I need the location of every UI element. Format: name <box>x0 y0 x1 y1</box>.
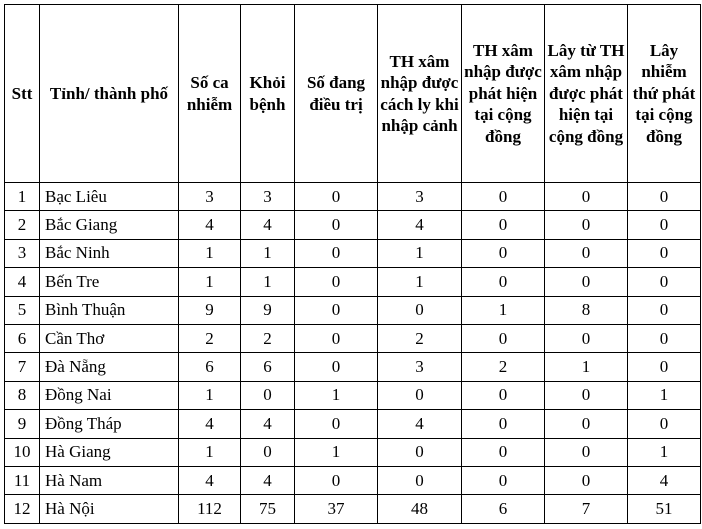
cell-cases: 1 <box>179 268 241 296</box>
table-row <box>5 438 701 466</box>
cell-secondary-community: 0 <box>628 183 701 211</box>
cell-under-treatment: 0 <box>295 296 378 324</box>
cell-province: Bắc Giang <box>40 211 179 239</box>
cell-recovered: 3 <box>241 183 295 211</box>
cell-cases: 4 <box>179 211 241 239</box>
header-imported-community: TH xâm nhập được phát hiện tại cộng đồng <box>462 5 545 183</box>
cell-imported-community: 6 <box>462 495 545 523</box>
table-row <box>5 296 701 324</box>
cell-under-treatment: 0 <box>295 211 378 239</box>
cell-secondary-community: 0 <box>628 268 701 296</box>
header-spread-from-imported: Lây từ TH xâm nhập được phát hiện tại cộng đồng <box>545 5 628 183</box>
cell-imported-community: 0 <box>462 324 545 352</box>
cell-spread-from-imported: 8 <box>545 296 628 324</box>
cell-recovered: 1 <box>241 239 295 267</box>
cell-recovered: 4 <box>241 211 295 239</box>
cell-imported-quarantined: 48 <box>378 495 462 523</box>
table-row <box>5 495 701 523</box>
header-secondary-community: Lây nhiễm thứ phát tại cộng đồng <box>628 5 701 183</box>
cell-province: Bạc Liêu <box>40 183 179 211</box>
cell-province: Hà Nam <box>40 466 179 494</box>
cell-stt: 11 <box>5 466 40 494</box>
cell-imported-community: 2 <box>462 353 545 381</box>
cell-under-treatment: 1 <box>295 381 378 409</box>
cell-cases: 2 <box>179 324 241 352</box>
cell-under-treatment: 0 <box>295 239 378 267</box>
cell-cases: 4 <box>179 410 241 438</box>
header-under-treatment: Số đang điều trị <box>295 5 378 183</box>
cell-imported-community: 1 <box>462 296 545 324</box>
cell-under-treatment: 1 <box>295 438 378 466</box>
cell-recovered: 4 <box>241 410 295 438</box>
cell-spread-from-imported: 0 <box>545 438 628 466</box>
cell-secondary-community: 0 <box>628 324 701 352</box>
cell-secondary-community: 51 <box>628 495 701 523</box>
cell-secondary-community: 0 <box>628 296 701 324</box>
cell-under-treatment: 0 <box>295 268 378 296</box>
cell-recovered: 4 <box>241 466 295 494</box>
cell-stt: 2 <box>5 211 40 239</box>
cell-stt: 1 <box>5 183 40 211</box>
cell-province: Bình Thuận <box>40 296 179 324</box>
cell-under-treatment: 0 <box>295 324 378 352</box>
table-row <box>5 183 701 211</box>
cell-recovered: 2 <box>241 324 295 352</box>
cell-imported-quarantined: 4 <box>378 211 462 239</box>
cell-province: Đồng Tháp <box>40 410 179 438</box>
cell-secondary-community: 0 <box>628 211 701 239</box>
cell-imported-quarantined: 0 <box>378 438 462 466</box>
cell-cases: 1 <box>179 438 241 466</box>
cell-secondary-community: 1 <box>628 381 701 409</box>
cell-secondary-community: 0 <box>628 410 701 438</box>
cell-under-treatment: 37 <box>295 495 378 523</box>
cell-recovered: 75 <box>241 495 295 523</box>
cell-stt: 9 <box>5 410 40 438</box>
cell-imported-community: 0 <box>462 239 545 267</box>
header-province: Tỉnh/ thành phố <box>40 5 179 183</box>
header-row <box>5 5 701 183</box>
cell-recovered: 6 <box>241 353 295 381</box>
cell-recovered: 0 <box>241 438 295 466</box>
cell-imported-community: 0 <box>462 410 545 438</box>
cell-imported-community: 0 <box>462 466 545 494</box>
cell-cases: 4 <box>179 466 241 494</box>
table-row <box>5 410 701 438</box>
table-row <box>5 353 701 381</box>
cell-province: Hà Giang <box>40 438 179 466</box>
table-row <box>5 324 701 352</box>
cell-secondary-community: 0 <box>628 239 701 267</box>
table-row <box>5 268 701 296</box>
cell-imported-quarantined: 3 <box>378 183 462 211</box>
table-row <box>5 466 701 494</box>
header-cases: Số ca nhiễm <box>179 5 241 183</box>
cell-spread-from-imported: 0 <box>545 324 628 352</box>
cell-secondary-community: 0 <box>628 353 701 381</box>
cell-imported-quarantined: 0 <box>378 296 462 324</box>
cell-recovered: 0 <box>241 381 295 409</box>
cell-imported-quarantined: 0 <box>378 381 462 409</box>
cell-imported-community: 0 <box>462 381 545 409</box>
cell-recovered: 1 <box>241 268 295 296</box>
cell-cases: 112 <box>179 495 241 523</box>
cell-province: Bến Tre <box>40 268 179 296</box>
cell-spread-from-imported: 0 <box>545 268 628 296</box>
cell-stt: 4 <box>5 268 40 296</box>
cell-under-treatment: 0 <box>295 183 378 211</box>
table-row <box>5 239 701 267</box>
cell-secondary-community: 4 <box>628 466 701 494</box>
table-row <box>5 381 701 409</box>
cell-stt: 5 <box>5 296 40 324</box>
covid-cases-table <box>4 4 701 524</box>
cell-cases: 6 <box>179 353 241 381</box>
cell-spread-from-imported: 0 <box>545 410 628 438</box>
cell-imported-community: 0 <box>462 268 545 296</box>
cell-imported-community: 0 <box>462 438 545 466</box>
cell-cases: 1 <box>179 239 241 267</box>
cell-spread-from-imported: 0 <box>545 466 628 494</box>
cell-cases: 1 <box>179 381 241 409</box>
header-imported-quarantined: TH xâm nhập được cách ly khi nhập cảnh <box>378 5 462 183</box>
cell-province: Cần Thơ <box>40 324 179 352</box>
cell-stt: 6 <box>5 324 40 352</box>
cell-cases: 3 <box>179 183 241 211</box>
cell-imported-quarantined: 0 <box>378 466 462 494</box>
header-stt: Stt <box>5 5 40 183</box>
cell-spread-from-imported: 0 <box>545 381 628 409</box>
cell-stt: 3 <box>5 239 40 267</box>
cell-imported-quarantined: 2 <box>378 324 462 352</box>
cell-under-treatment: 0 <box>295 410 378 438</box>
cell-province: Bắc Ninh <box>40 239 179 267</box>
cell-province: Đà Nẵng <box>40 353 179 381</box>
cell-imported-community: 0 <box>462 183 545 211</box>
cell-spread-from-imported: 0 <box>545 239 628 267</box>
table-row <box>5 211 701 239</box>
cell-stt: 10 <box>5 438 40 466</box>
cell-under-treatment: 0 <box>295 466 378 494</box>
cell-spread-from-imported: 1 <box>545 353 628 381</box>
cell-province: Đồng Nai <box>40 381 179 409</box>
cell-cases: 9 <box>179 296 241 324</box>
cell-stt: 7 <box>5 353 40 381</box>
cell-spread-from-imported: 0 <box>545 183 628 211</box>
cell-under-treatment: 0 <box>295 353 378 381</box>
cell-spread-from-imported: 0 <box>545 211 628 239</box>
cell-imported-community: 0 <box>462 211 545 239</box>
cell-recovered: 9 <box>241 296 295 324</box>
header-recovered: Khỏi bệnh <box>241 5 295 183</box>
cell-spread-from-imported: 7 <box>545 495 628 523</box>
cell-secondary-community: 1 <box>628 438 701 466</box>
cell-imported-quarantined: 1 <box>378 268 462 296</box>
cell-stt: 8 <box>5 381 40 409</box>
cell-imported-quarantined: 4 <box>378 410 462 438</box>
cell-stt: 12 <box>5 495 40 523</box>
cell-imported-quarantined: 3 <box>378 353 462 381</box>
cell-imported-quarantined: 1 <box>378 239 462 267</box>
cell-province: Hà Nội <box>40 495 179 523</box>
